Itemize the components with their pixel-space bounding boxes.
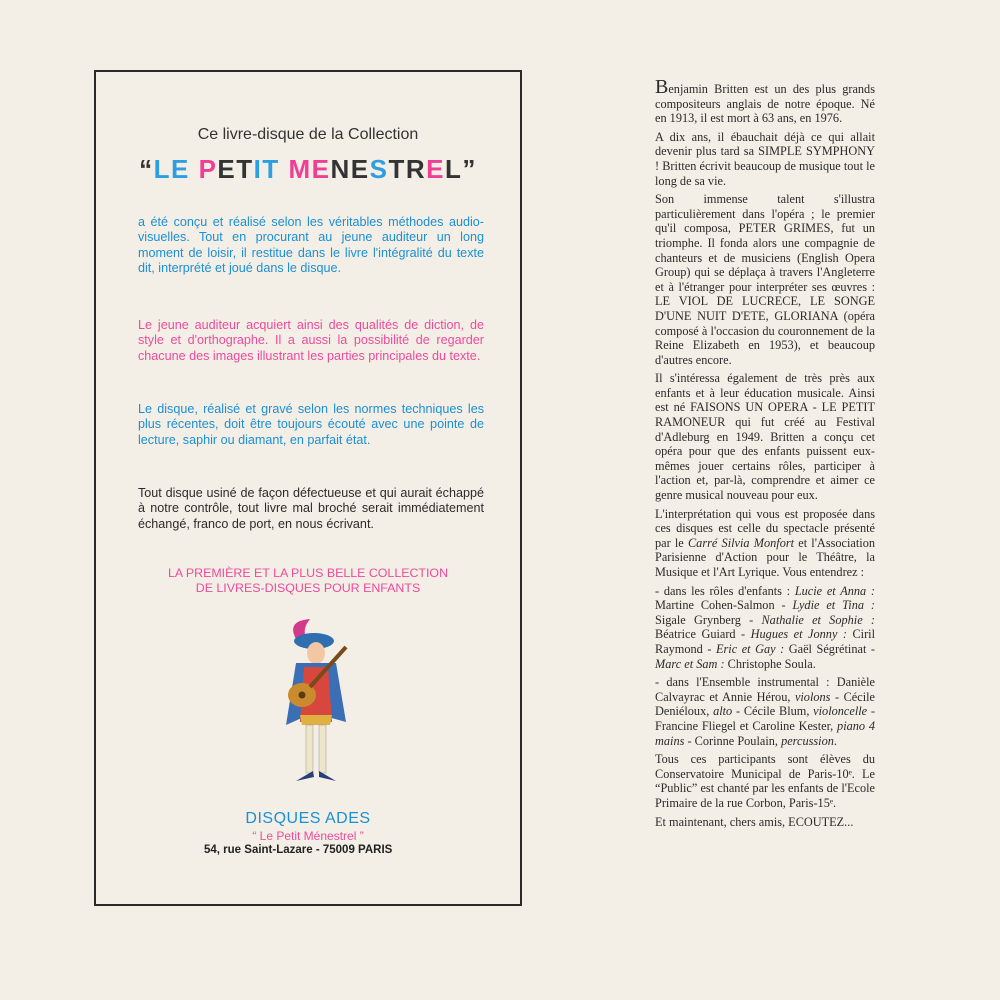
actor-name: Christophe Soula. — [724, 656, 816, 671]
actor-name: Gaël Ségrétinat - — [784, 641, 875, 656]
text-span: - Cécile Blum, — [732, 704, 814, 719]
collection-intro: Ce livre-disque de la Collection — [197, 126, 419, 143]
text-span: - dans l'Ensemble instrumental : Danièle Calvayrac et Annie Hérou, — [655, 675, 875, 704]
instrument: alto — [713, 704, 733, 719]
text-span: - Corinne Poulain, — [684, 733, 782, 748]
tagline-line-1: LA PREMIÈRE ET LA PLUS BELLE COLLECTION — [167, 566, 449, 580]
bio-paragraph-2: A dix ans, il ébauchait déjà ce qui allait devenir plus tard sa SIMPLE SYMPHONY ! Britten écrivit beaucoup de musique tout le long de sa vie. — [655, 129, 875, 188]
bio-paragraph-3: Son immense talent s'illustra particulièrement dans l'opéra ; le premier qu'il composa, PETER GRIMES, fut un triomphe. Il fonda alors une compagnie de chanteurs et de musiciens (English Opera Group) qui se déplaça à travers l'Angleterre et à l'étranger pour interpréter ses œuvres : LE VIOL DE LUCRECE, LE SONGE D'UNE NUIT D'ETE, GLORIANA (opéra composé à l'occasion du couronnement de la Reine Elizabeth en 1953), et beaucoup d'autres encore. — [655, 192, 875, 367]
actor-name: Ciril Raymond - — [655, 627, 875, 656]
role-name: Nathalie et Sophie : — [761, 612, 875, 627]
carre-silvia-monfort: Carré Silvia Monfort — [687, 535, 795, 550]
tagline-line-2: DE LIVRES-DISQUES POUR ENFANTS — [195, 581, 421, 595]
roles-paragraph — [655, 584, 875, 672]
ensemble-paragraph — [655, 675, 875, 748]
drop-cap: B — [655, 76, 669, 98]
minstrel-illustration — [266, 617, 362, 792]
text-span: et l'Association Parisienne d'Action pour le Théâtre, la Musique et l'Art Lyrique. Vous entendrez : — [655, 535, 875, 579]
actor-name: Sigale Grynberg - — [655, 612, 762, 627]
series-title — [96, 154, 520, 185]
label-address: 54, rue Saint-Lazare - 75009 PARIS — [204, 844, 393, 856]
instrument: violons — [794, 689, 831, 704]
role-name: Marc et Sam : — [655, 656, 725, 671]
text-span: - Francine Fliegel et Caroline Kester, — [655, 704, 875, 733]
text-span: . — [833, 733, 837, 748]
role-name: Hugues et Jonny : — [750, 627, 847, 642]
role-name: Lucie et Anna : — [794, 583, 875, 598]
series-title-text: “LE PETIT MENESTREL” — [139, 154, 477, 184]
label-name: DISQUES ADES — [245, 810, 371, 827]
text-span: - dans les rôles d'enfants : — [655, 583, 795, 598]
bio-paragraph-5 — [655, 507, 875, 580]
role-name: Lydie et Tina : — [792, 598, 875, 613]
instrument: piano 4 mains — [655, 718, 876, 748]
instrument: violoncelle — [813, 704, 868, 719]
bio-paragraph-4: Il s'intéressa également de très près aux enfants et à leur éducation musicale. Ainsi est né FAISONS UN OPERA - LE PETIT RAMONEUR qui fut créé au Festival d'Adleburg en 1949. Britten a conçu cet opéra pour que des enfants puissent eux-mêmes jouer certains rôles, participer à l'action et, par-là, comprendre et aimer ce genre musical nouveau pour eux. — [655, 371, 875, 503]
britten-biography — [655, 76, 876, 833]
bio-paragraph-8: Tous ces participants sont élèves du Conservatoire Municipal de Paris-10ᵉ. Le “Public” est chanté par les enfants de l'Ecole Primaire de la rue Corbon, Paris-15ᵉ. — [655, 752, 875, 810]
text-span: L'interprétation qui vous est proposée dans ces disques est celle du spectacle présenté par le — [655, 506, 875, 550]
bio-paragraph-1 — [655, 76, 875, 126]
collection-info-box — [94, 70, 522, 906]
actor-name: Béatrice Guiard - — [655, 627, 751, 642]
bio-text-1: enjamin Britten est un des plus grands compositeurs anglais de notre époque. Né en 1913, il est mort à 63 ans, en 1976. — [655, 82, 875, 126]
instrument: percussion — [781, 733, 834, 748]
paragraph-disc: Le disque, réalisé et gravé selon les normes techniques les plus récentes, doit être toujours écouté avec une pointe de lecture, saphir ou diamant, en parfait état. — [138, 402, 484, 447]
collection-tagline — [96, 566, 520, 596]
paragraph-method: a été conçu et réalisé selon les véritables méthodes audio-visuelles. Tout en procurant au jeune auditeur un long moment de loisir, il restitue dans le livre l'intégralité du texte dit, interprété et joué dans le disque. — [138, 215, 484, 275]
actor-name: Martine Cohen-Salmon - — [655, 598, 793, 613]
role-name: Eric et Gay : — [715, 641, 785, 656]
paragraph-exchange: Tout disque usiné de façon défectueuse et qui aurait échappé à notre contrôle, tout livre mal broché serait immédiatement échangé, franco de port, en nous écrivant. — [138, 486, 484, 531]
bio-paragraph-9: Et maintenant, chers amis, ECOUTEZ... — [655, 814, 854, 829]
label-subtitle: “ Le Petit Ménestrel ” — [252, 829, 364, 843]
paragraph-qualities: Le jeune auditeur acquiert ainsi des qualités de diction, de style et d'orthographe. Il a aussi la possibilité de regarder chacune des images illustrant les parties principales du texte. — [138, 318, 484, 363]
text-span: - Cécile Deniéloux, — [655, 689, 875, 719]
